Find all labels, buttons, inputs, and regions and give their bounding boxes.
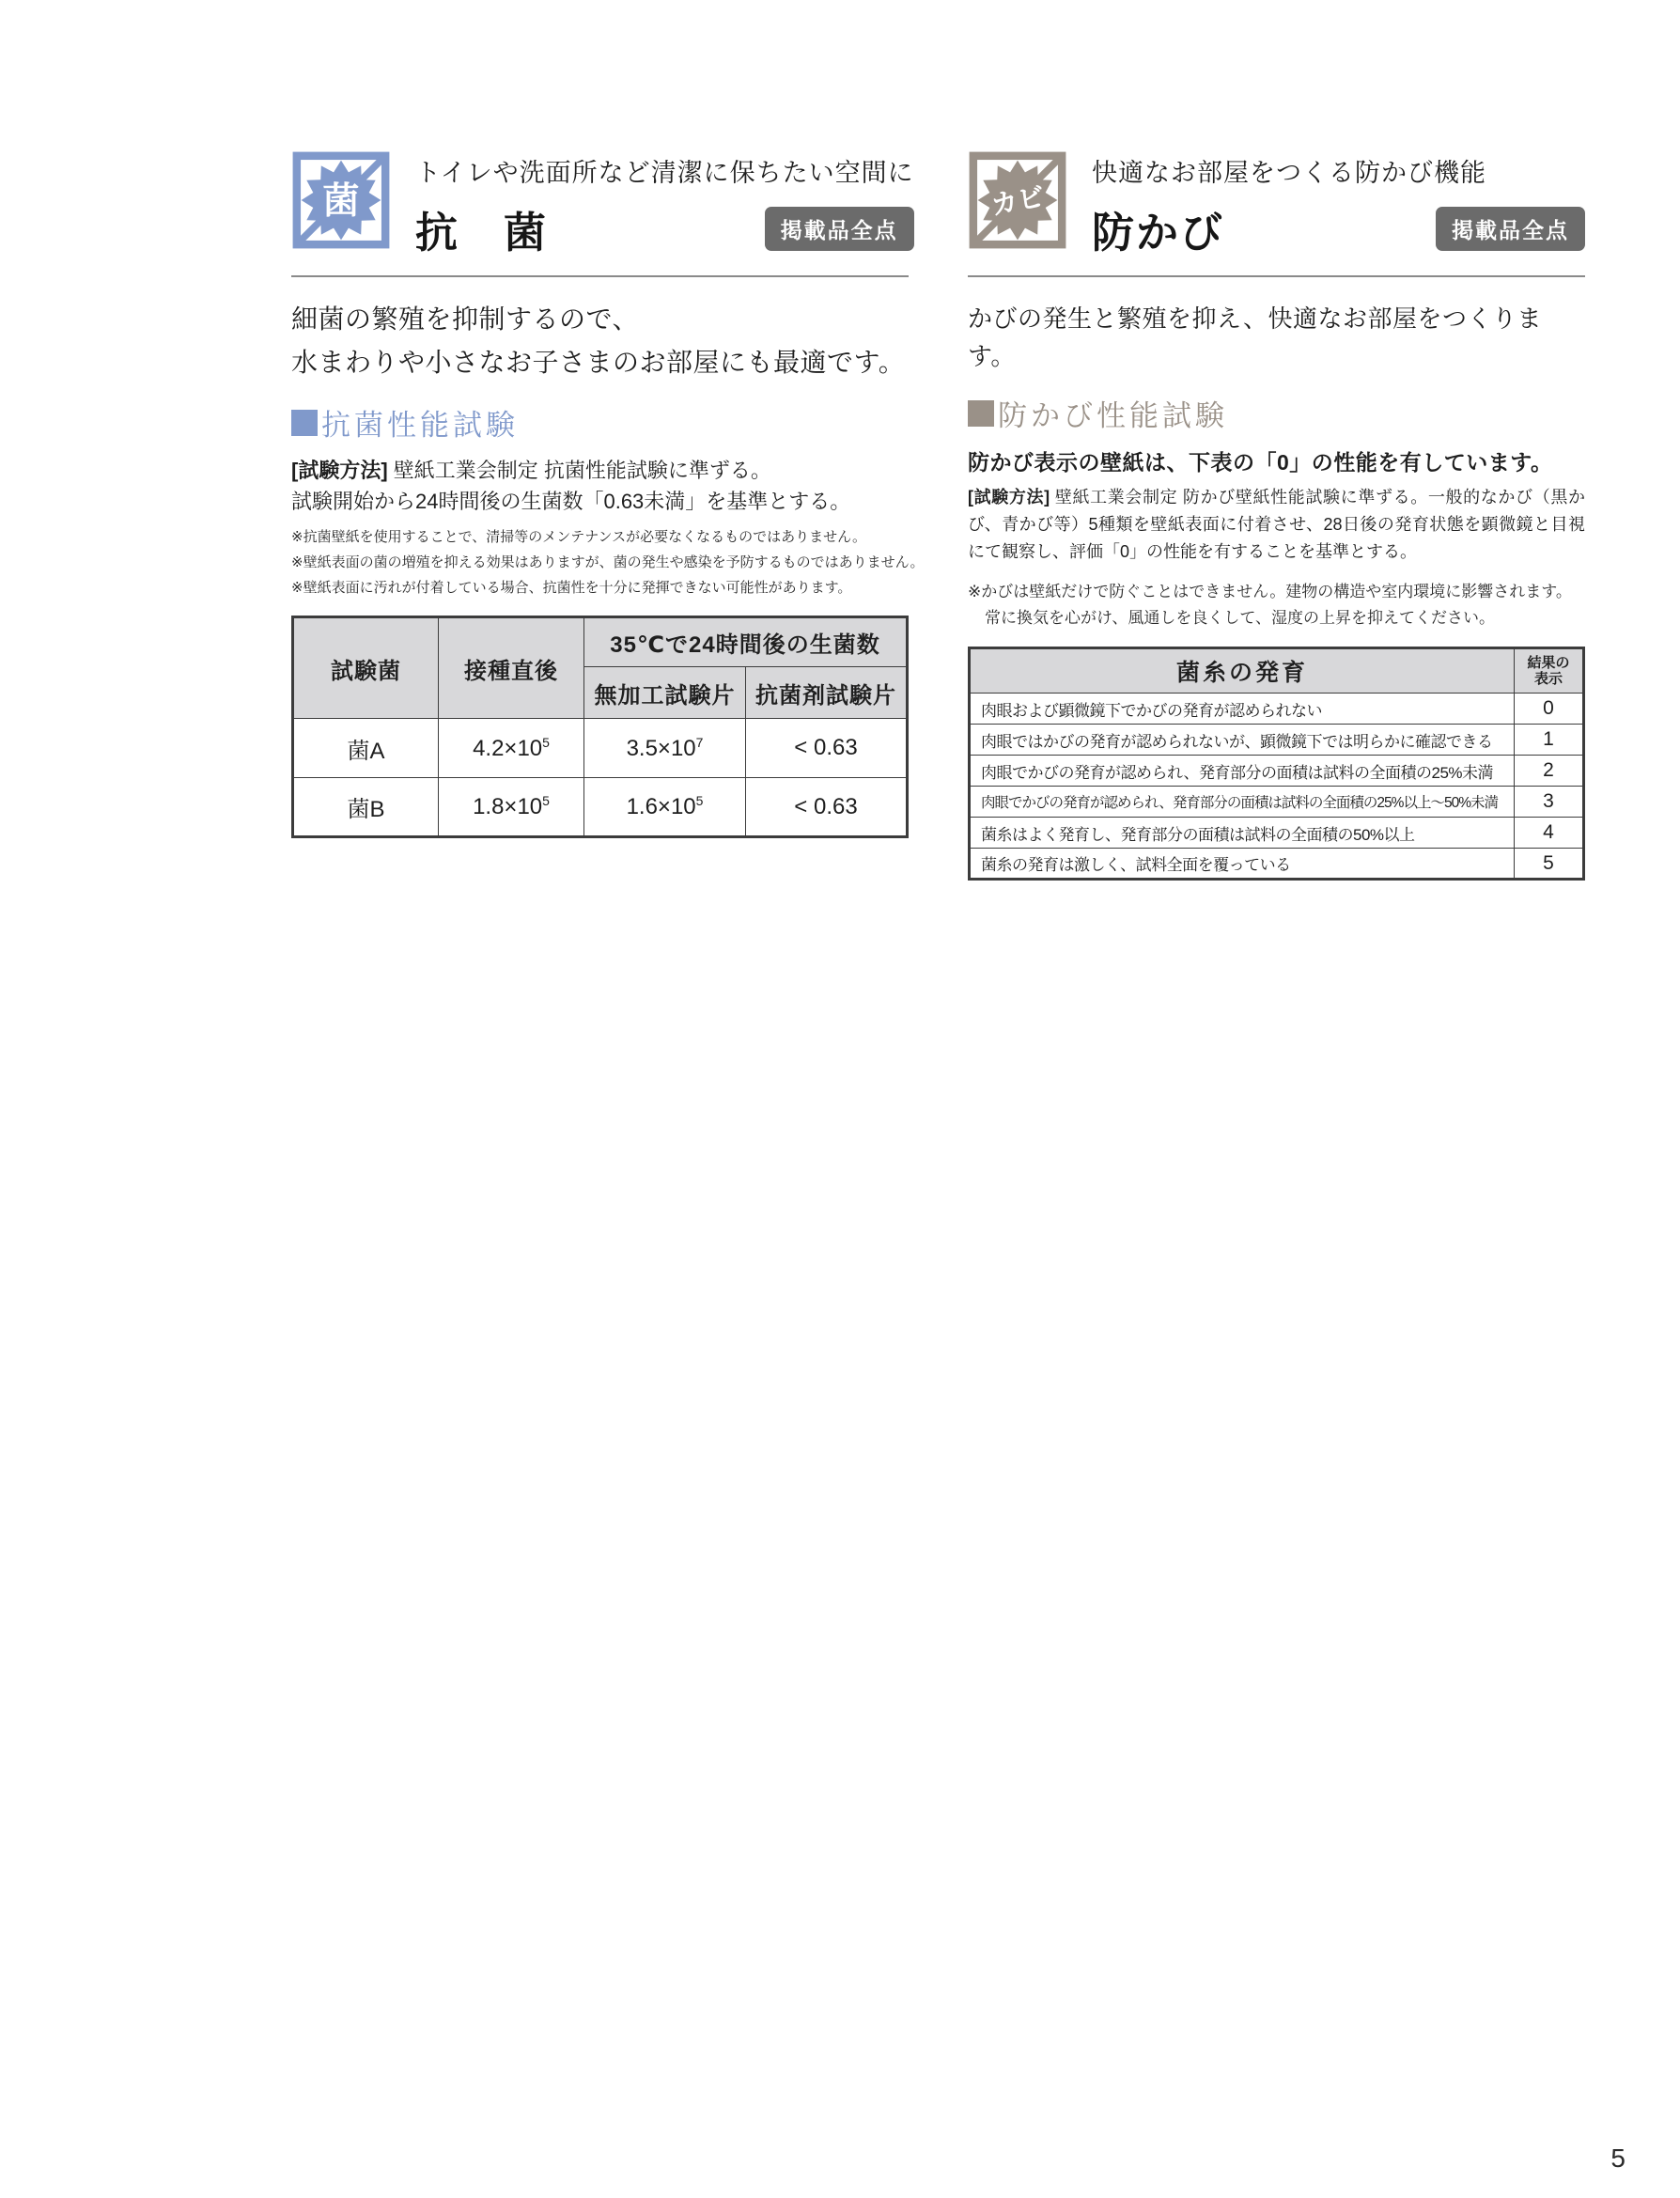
table-row [293,778,908,837]
bacteria-name-cell: 菌B [293,778,439,837]
bacteria-test-table [291,616,909,838]
lead-line: 水まわりや小さなお子さまのお部屋にも最適です。 [291,348,906,377]
antifungal-column [968,150,1585,881]
antifungal-intro: 防かび表示の壁紙は、下表の「0」の性能を有しています。 [968,450,1553,475]
method-label: [試験方法] [291,459,388,482]
table-row [970,725,1584,756]
result-cell: 1 [1515,725,1584,756]
column-header: 無加工試験片 [584,667,746,719]
antifungal-notes [968,579,1585,631]
bacteria-name-cell: 菌A [293,719,439,778]
column-header: 菌糸の発育 [970,648,1515,694]
table-row [970,694,1584,725]
value-cell: < 0.63 [746,778,908,837]
mold-test-table [968,647,1585,881]
antifungal-header [968,150,1585,257]
antifungal-test-section-heading [968,392,1585,434]
note: ※かびは壁紙だけで防ぐことはできません。建物の構造や室内環境に影響されます。 [968,583,1572,600]
value-cell: $1.6\times 10^5$ [584,778,746,837]
column-header: 35℃で24時間後の生菌数 [584,617,908,667]
growth-description-cell: 肉眼でかびの発育が認められ、発育部分の面積は試料の全面積の25%以上～50%未満 [970,787,1515,818]
bacteria-crossed-icon [291,150,391,250]
antibacterial-head-text [415,150,914,259]
mold-crossed-icon [968,150,1067,250]
section-title: 防かび性能試験 [998,399,1228,432]
two-column-layout [291,150,1586,881]
method-text: 壁紙工業会制定 防かび壁紙性能試験に準ずる。一般的なかび（黒かび、青かび等）5種類を壁紙表面に付着させ、28日後の発育状態を顕微鏡と目視にて観察し、評価「0」の性能を有することを基準とする。 [968,488,1585,561]
value-cell: < 0.63 [746,719,908,778]
table-row [970,787,1584,818]
antibacterial-title: 抗 菌 [415,209,549,257]
result-cell: 4 [1515,818,1584,849]
page-number: 5 [1610,2143,1626,2173]
result-cell: 5 [1515,849,1584,880]
result-cell: 0 [1515,694,1584,725]
antibacterial-header [291,150,914,257]
section-title: 抗菌性能試験 [321,409,519,442]
value-cell: $1.8\times 10^5$ [439,778,584,837]
antibacterial-column [291,150,925,881]
method-label: [試験方法] [968,488,1050,507]
header-divider [291,275,909,277]
table-row [293,719,908,778]
header-divider [968,275,1585,277]
column-header: 抗菌剤試験片 [746,667,908,719]
method-text: 壁紙工業会制定 抗菌性能試験に準ずる。 [393,459,771,482]
result-cell: 3 [1515,787,1584,818]
antibacterial-notes [291,524,925,600]
antibacterial-tagline: トイレや洗面所など清潔に保ちたい空間に [415,159,914,187]
antifungal-test-method [968,484,1585,566]
growth-description-cell: 菌糸はよく発育し、発育部分の面積は試料の全面積の50%以上 [970,818,1515,849]
growth-description-cell: 肉眼および顕微鏡下でかびの発育が認められない [970,694,1515,725]
antibacterial-test-method [291,455,909,517]
coverage-badge: 掲載品全点 [1436,207,1585,251]
svg-text:菌: 菌 [322,180,360,222]
svg-text:カビ: カビ [988,181,1048,222]
table-row [970,818,1584,849]
section-marker-icon [291,410,318,436]
table-row [970,849,1584,880]
antifungal-tagline: 快適なお部屋をつくる防かび機能 [1092,159,1486,187]
antifungal-lead: かびの発生と繁殖を抑え、快適なお部屋をつくります。 [968,304,1543,370]
lead-line: 細菌の繁殖を抑制するので、 [291,304,639,334]
result-cell: 2 [1515,756,1584,787]
section-marker-icon [968,400,994,427]
column-header: 結果の 表示 [1515,648,1584,694]
growth-description-cell: 肉眼でかびの発育が認められ、発育部分の面積は試料の全面積の25%未満 [970,756,1515,787]
growth-description-cell: 菌糸の発育は激しく、試料全面を覆っている [970,849,1515,880]
growth-description-cell: 肉眼ではかびの発育が認められないが、顕微鏡下では明らかに確認できる [970,725,1515,756]
antibacterial-lead [291,298,909,384]
antibacterial-test-section-heading [291,401,909,444]
table-row [970,756,1584,787]
column-header: 接種直後 [439,617,584,719]
value-cell: $4.2\times 10^5$ [439,719,584,778]
antifungal-title: 防かび [1092,209,1225,257]
note: ※壁紙表面に汚れが付着している場合、抗菌性を十分に発揮できない可能性があります。 [291,580,852,596]
coverage-badge: 掲載品全点 [765,207,914,251]
value-cell: $3.5\times 10^7$ [584,719,746,778]
note: ※壁紙表面の菌の増殖を抑える効果はありますが、菌の発生や感染を予防するものではありません。 [291,554,925,570]
note: ※抗菌壁紙を使用することで、清掃等のメンテナンスが必要なくなるものではありません。 [291,529,866,545]
column-header: 試験菌 [293,617,439,719]
antifungal-head-text [1092,150,1585,259]
method-text: 試験開始から24時間後の生菌数「0.63未満」を基準とする。 [291,490,851,513]
note: 常に換気を心がけ、風通しを良くして、湿度の上昇を抑えてください。 [985,609,1495,627]
